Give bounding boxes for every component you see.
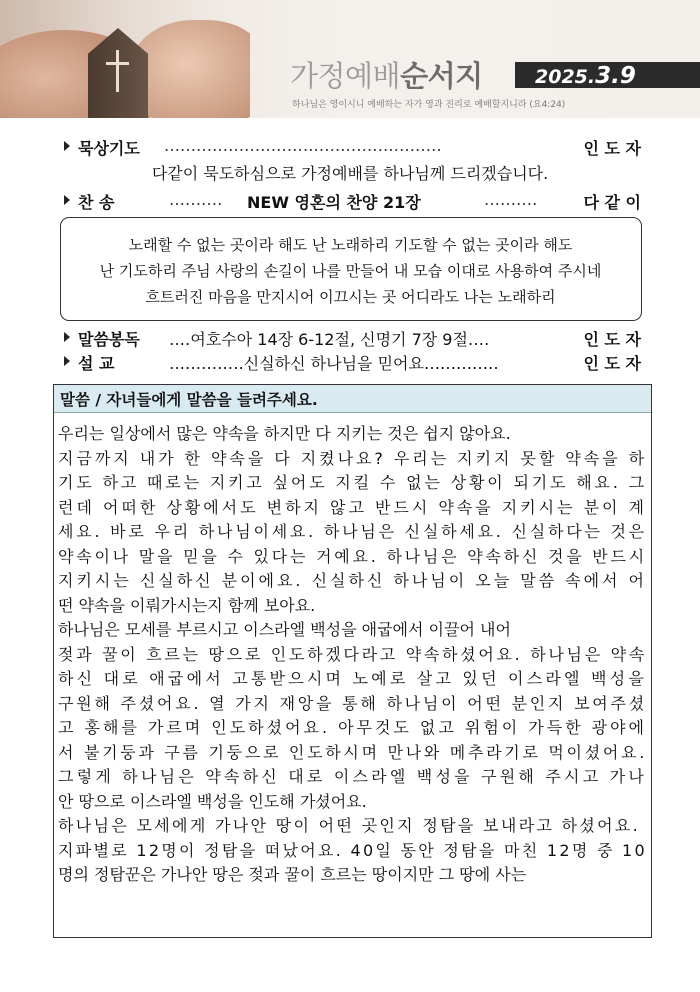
hymn-lyrics-box <box>60 217 642 321</box>
order-hymn <box>64 190 641 212</box>
order-leader: 인 도 자 <box>583 354 641 373</box>
lyric-line: 난 기도하리 주님 사랑의 손길이 나를 만들어 내 모습 이대로 사용하여 주시네 <box>99 262 602 280</box>
order-reading <box>64 327 641 349</box>
sermon-title: ‥‥‥‥‥‥‥신실하신 하나님을 믿어요‥‥‥‥‥‥‥ <box>169 354 499 373</box>
lyric-line: 노래할 수 없는 곳이라 해도 난 노래하리 기도할 수 없는 곳이라 해도 <box>128 236 573 254</box>
hands-house-photo <box>0 0 250 118</box>
sermon-text-line: 하나님은 모세에게 가나안 땅이 어떤 곳인지 정탐을 보내라고 하셨어요. <box>58 816 641 835</box>
lyric-line: 흐트러진 마음을 만지시어 이끄시는 곳 어디라도 나는 노래하리 <box>145 288 556 306</box>
reading-text: ‥‥여호수아 14장 6-12절, 신명기 7장 9절‥‥ <box>169 330 490 349</box>
order-leader: 인 도 자 <box>583 330 641 349</box>
page-title: 가정예배순서지 <box>290 59 483 93</box>
sermon-text-line: 떤 약속을 이뤄가시는지 함께 보아요. <box>58 595 316 615</box>
sermon-text-line: 하나님은 모세를 부르시고 이스라엘 백성을 애굽에서 이끌어 내어 <box>58 620 511 639</box>
cross-icon <box>116 50 119 92</box>
prayer-text: 다같이 묵도하심으로 가정예배를 하나님께 드리겠습니다. <box>151 164 549 183</box>
hymn-title: NEW 영혼의 찬양 21장 <box>247 193 421 212</box>
sermon-text-line: 명의 정탐꾼은 가나안 땅은 젖과 꿀이 흐르는 땅이지만 그 땅에 사는 <box>58 865 527 884</box>
sermon-text-line: 젖과 꿀이 흐르는 땅으로 인도하겠다라고 약속하셨어요. 하나님은 약속 <box>58 644 647 664</box>
sermon-text-line: 우리는 일상에서 많은 약속을 하지만 다 지키는 것은 쉽지 않아요. <box>58 424 511 443</box>
bullet-triangle-icon <box>64 195 70 205</box>
cross-icon-bar <box>106 62 129 65</box>
bullet-triangle-icon <box>64 332 70 342</box>
order-dots: ‥‥‥‥‥ <box>169 190 223 209</box>
order-label: 설 교 <box>78 354 115 373</box>
sermon-text-line: 세요. 바로 우리 하나님이세요. 하나님은 신실하세요. 신실하다는 것은 <box>58 522 647 541</box>
sermon-text-line: 지파별로 12명이 정탐을 떠났어요. 40일 동안 정탐을 마친 12명 중 10 <box>58 840 647 860</box>
sermon-text-line: 기도 하고 때로는 지키고 싶어도 지킬 수 없는 상황이 되기도 해요. 그 <box>58 473 647 492</box>
sermon-text-line: 런데 어떠한 상황에서도 변하지 않고 반드시 약속을 지키시는 분이 계 <box>58 497 647 517</box>
order-prayer <box>64 136 641 158</box>
order-label: 묵상기도 <box>78 139 140 158</box>
header-banner <box>0 0 700 118</box>
sermon-heading-bar <box>54 385 651 413</box>
order-label: 찬 송 <box>78 193 115 212</box>
sermon-text-line: 약속이나 말을 믿을 수 있다는 거예요. 하나님은 약속하신 것을 반드시 <box>58 546 647 566</box>
order-leader: 다 같 이 <box>583 193 641 212</box>
sermon-text-line: 고 홍해를 가르며 인도하셨어요. 아무것도 없고 위험이 가득한 광야에 <box>58 718 647 737</box>
header-verse: 하나님은 영이시니 예배하는 자가 영과 진리로 예배할지니라 (요4:24) <box>292 100 566 110</box>
sermon-text-line: 안 땅으로 이스라엘 백성을 인도해 가셨어요. <box>58 791 367 811</box>
sermon-heading: 말씀 / 자녀들에게 말씀을 들려주세요. <box>60 391 318 409</box>
order-leader: 인 도 자 <box>583 139 641 158</box>
order-label: 말씀봉독 <box>78 330 140 349</box>
sermon-text-line: 그렇게 하나님은 약속하신 대로 이스라엘 백성을 구원해 주시고 가나 <box>58 767 647 786</box>
sermon-text-line: 지금까지 내가 한 약속을 다 지켰나요? 우리는 지키지 못할 약속을 하 <box>58 448 647 468</box>
sermon-text-line: 구원해 주셨어요. 열 가지 재앙을 통해 하나님이 어떤 분인지 보여주셨 <box>58 693 647 713</box>
order-dots: ‥‥‥‥‥ <box>484 190 538 209</box>
sermon-box <box>53 384 652 938</box>
hand-shape-right <box>130 20 250 118</box>
sermon-text-line: 서 불기둥과 구름 기둥으로 인도하시며 만나와 메추라기로 먹이셨어요. <box>58 742 647 762</box>
sermon-text-line: 하신 대로 애굽에서 고통받으시며 노예로 살고 있던 이스라엘 백성을 <box>58 669 647 688</box>
bullet-triangle-icon <box>64 356 70 366</box>
sermon-text-line: 지키시는 신실하신 분이에요. 신실하신 하나님이 오늘 말씀 속에서 어 <box>58 571 647 590</box>
worship-date: 2025.3.9 <box>535 63 636 89</box>
order-dots: ‥‥‥‥‥‥‥‥‥‥‥‥‥‥‥‥‥‥‥‥‥‥‥‥‥‥ <box>164 136 442 155</box>
bullet-triangle-icon <box>64 141 70 151</box>
order-sermon <box>64 351 641 373</box>
